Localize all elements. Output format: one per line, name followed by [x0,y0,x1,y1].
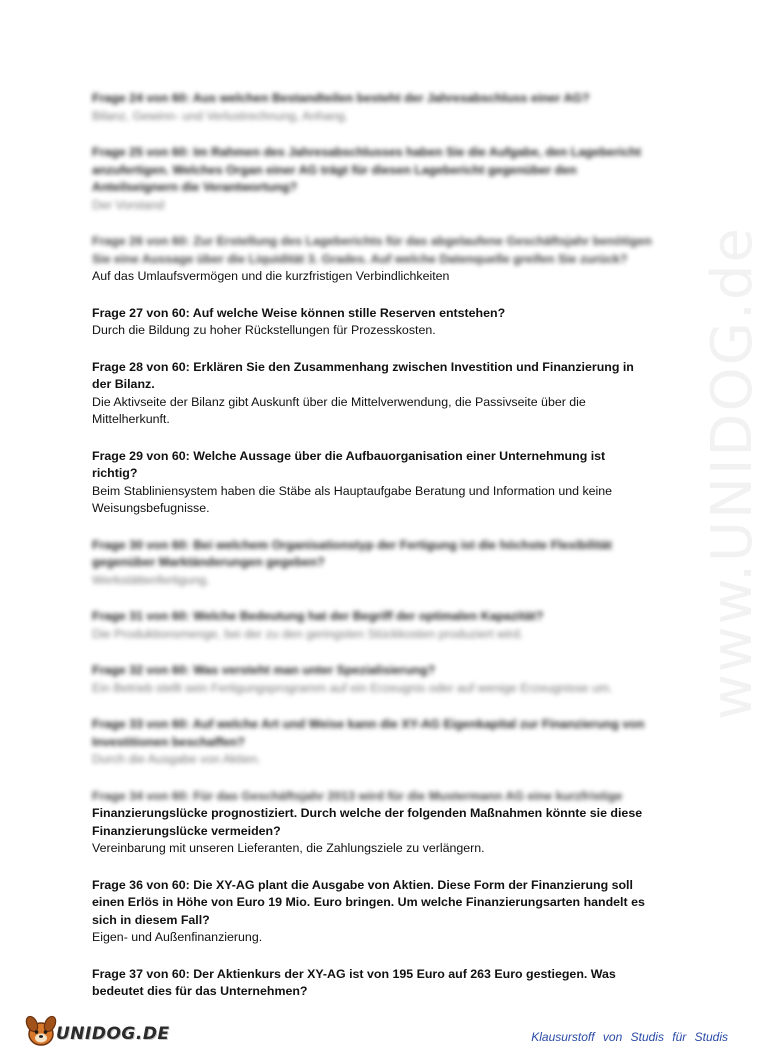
question-text: Frage 31 von 60: Welche Bedeutung hat der Begriff der optimalen Kapazität? [92,609,544,623]
answer-text: Die Aktivseite der Bilanz gibt Auskunft über die Mittelverwendung, die Passivseite über die Mittelherkunft. [92,394,586,426]
answer-text: Der Vorstand [92,197,165,212]
question-item-26 [92,233,652,286]
question-item-27 [92,305,652,340]
question-item-34 [92,788,652,858]
logo-text: UNIDOG.DE [56,1024,170,1044]
unidog-logo[interactable] [22,1012,172,1052]
question-item-24 [92,90,652,125]
footer-tagline: Klausurstoff von Studis für Studis [531,1030,728,1044]
question-text: Frage 25 von 60: Im Rahmen des Jahresabschlusses haben Sie die Aufgabe, den Lagebericht anzufertigen. Welches Organ einer AG trägt für diesen Lagebericht gegenüber den Anteilseignern die Verantwortung? [92,145,642,194]
question-text: Frage 36 von 60: Die XY-AG plant die Ausgabe von Aktien. Diese Form der Finanzierung soll einen Erlös in Höhe von Euro 19 Mio. Euro bringen. Um welche Finanzierungsarten handelt es sich in diesem Fall? [92,877,645,927]
question-text: Frage 28 von 60: Erklären Sie den Zusammenhang zwischen Investition und Finanzierung in der Bilanz. [92,359,634,391]
question-text: Frage 32 von 60: Was versteht man unter Spezialisierung? [92,663,436,677]
question-item-25 [92,144,652,214]
answer-text: Eigen- und Außenfinanzierung. [92,930,263,944]
question-text: Frage 24 von 60: Aus welchen Bestandteilen besteht der Jahresabschluss einer AG? [92,91,590,105]
answer-text: Werkstättenfertigung. [92,572,210,587]
question-text-line1: Frage 34 von 60: Für das Geschäftsjahr 2013 wird für die Mustermann AG eine kurzfristige [92,788,623,803]
answer-text: Bilanz, Gewinn- und Verlustrechnung, Anhang. [92,108,349,123]
answer-text: Durch die Bildung zu hoher Rückstellungen für Prozesskosten. [92,323,436,337]
question-item-31 [92,608,652,643]
answer-text: Beim Stabliniensystem haben die Stäbe als Hauptaufgabe Beratung und Information und keine Weisungsbefugnisse. [92,483,613,515]
question-item-29 [92,448,652,518]
dog-icon [22,1012,60,1048]
watermark: www.UNIDOG.de [700,226,765,720]
question-text: Finanzierungslücke prognostiziert. Durch welche der folgenden Maßnahmen könnte sie diese Finanzierungslücke vermeiden? [92,806,643,838]
question-list [92,90,652,1020]
question-item-28 [92,359,652,429]
answer-text: Die Produktionsmenge, bei der zu den geringsten Stückkosten produziert wird. [92,626,524,641]
question-text: Frage 26 von 60: Zur Erstellung des Lageberichts für das abgelaufene Geschäftsjahr benötigen Sie eine Aussage über die Liquidität 3. Grades. Auf welche Datenquelle greifen Sie zurück? [92,234,652,266]
question-text: Frage 27 von 60: Auf welche Weise können stille Reserven entstehen? [92,305,506,320]
question-item-36 [92,877,652,947]
question-item-30 [92,537,652,590]
answer-text: Auf das Umlaufsvermögen und die kurzfristigen Verbindlichkeiten [92,269,450,283]
question-text: Frage 33 von 60: Auf welche Art und Weise kann die XY-AG Eigenkapital zur Finanzierung von Investitionen beschaffen? [92,717,645,749]
answer-text: Vereinbarung mit unseren Lieferanten, die Zahlungsziele zu verlängern. [92,841,485,855]
question-item-37 [92,966,652,1001]
answer-text: Durch die Ausgabe von Aktien. [92,752,261,766]
question-text: Frage 29 von 60: Welche Aussage über die Aufbauorganisation einer Unternehmung ist richtig? [92,448,606,480]
question-text: Frage 30 von 60: Bei welchem Organisationstyp der Fertigung ist die höchste Flexibilität gegenüber Marktänderungen gegeben? [92,537,612,569]
question-text: Frage 37 von 60: Der Aktienkurs der XY-AG ist von 195 Euro auf 263 Euro gestiegen. Was bedeutet dies für das Unternehmen? [92,966,616,998]
answer-text: Ein Betrieb stellt sein Fertigungsprogramm auf ein Erzeugnis oder auf wenige Erzeugnisse um. [92,680,613,695]
question-item-32 [92,662,652,697]
question-item-33 [92,716,652,769]
